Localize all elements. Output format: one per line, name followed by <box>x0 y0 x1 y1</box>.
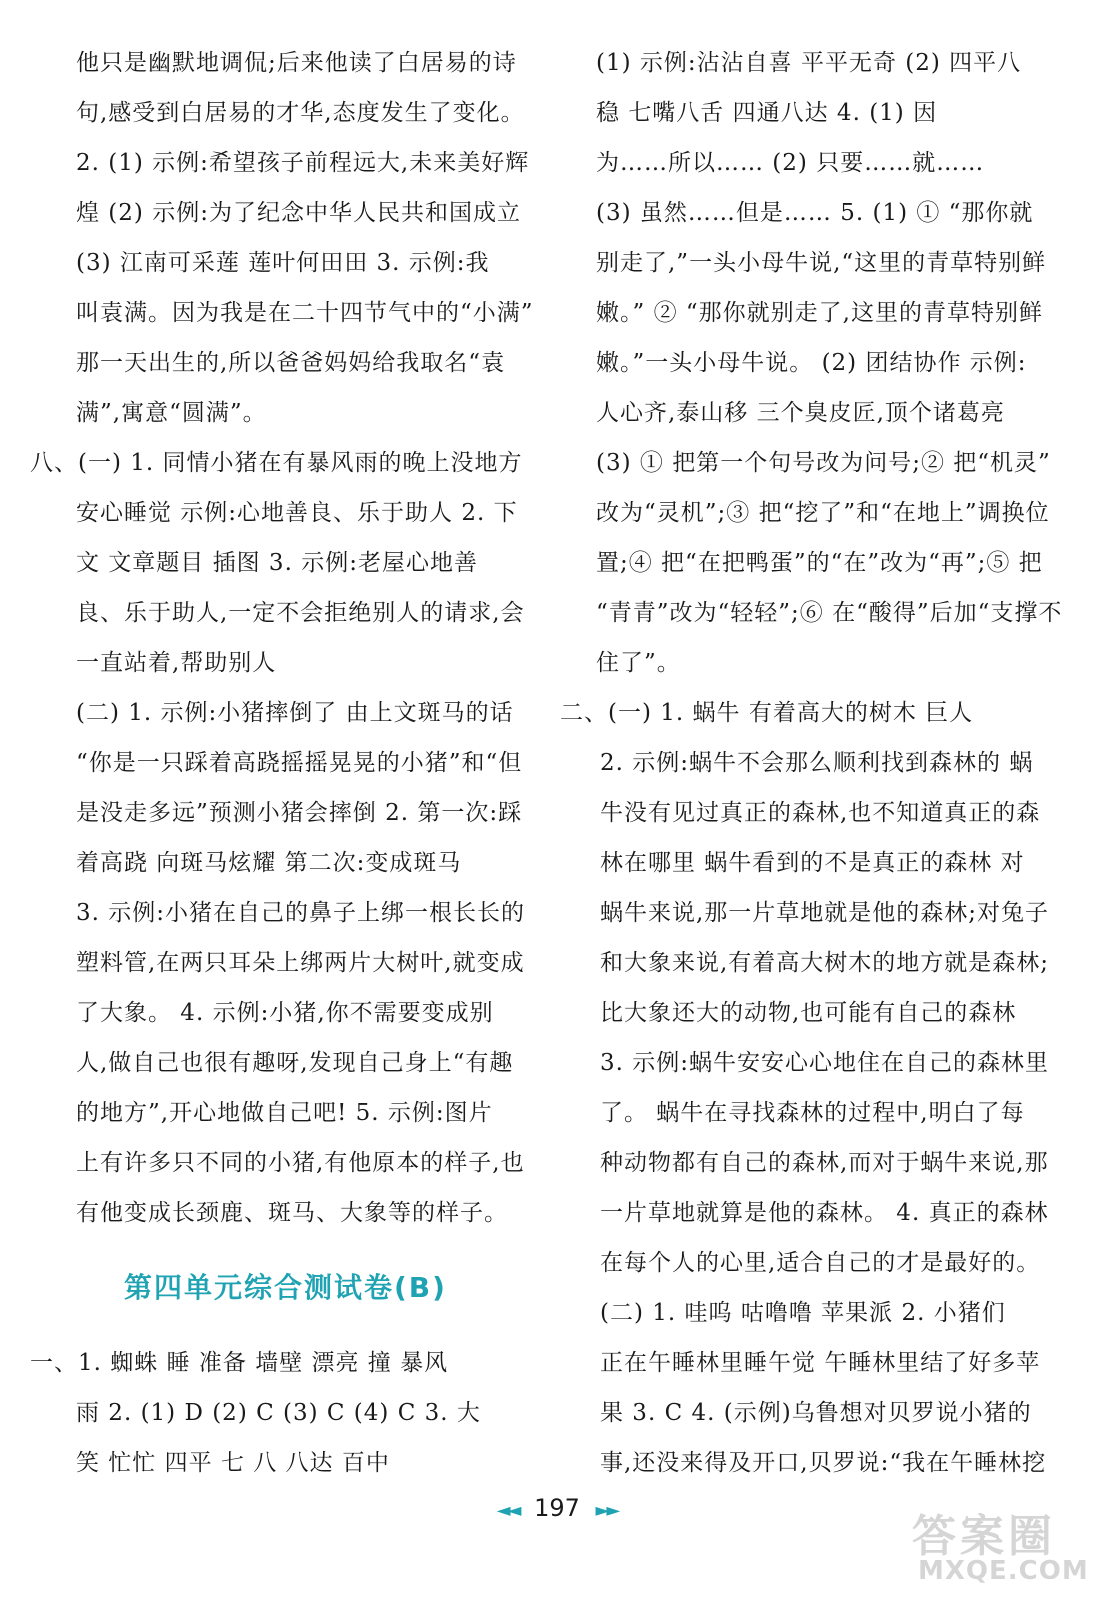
text-line: 了。 蜗牛在寻找森林的过程中,明白了每 <box>600 1100 1025 1126</box>
text-line: 雨 2. (1) D (2) C (3) C (4) C 3. 大 <box>76 1400 481 1426</box>
text-line: 了大象。 4. 示例:小猪,你不需要变成别 <box>76 1000 494 1026</box>
page-number: 197 <box>534 1494 580 1522</box>
text-line: 句,感受到白居易的才华,态度发生了变化。 <box>76 100 525 126</box>
text-line: 人,做自己也很有趣呀,发现自己身上“有趣 <box>76 1050 514 1076</box>
text-line: (3) 虽然……但是…… 5. (1) ① “那你就 <box>596 200 1034 226</box>
text-line: 安心睡觉 示例:心地善良、乐于助人 2. 下 <box>76 500 518 526</box>
text-line: 上有许多只不同的小猪,有他原本的样子,也 <box>76 1150 525 1176</box>
text-line: 满”,寓意“圆满”。 <box>76 400 267 426</box>
text-line: 2. 示例:蜗牛不会那么顺利找到森林的 蜗 <box>600 750 1034 776</box>
text-line: 一直站着,帮助别人 <box>76 650 277 676</box>
next-arrows-icon: ►► <box>595 1500 618 1521</box>
text-line: 别走了,”一头小母牛说,“这里的青草特别鲜 <box>596 250 1047 276</box>
text-line: 比大象还大的动物,也可能有自己的森林 <box>600 1000 1017 1026</box>
text-line: 蜗牛来说,那一片草地就是他的森林;对兔子 <box>600 900 1050 926</box>
text-line: (1) 示例:沾沾自喜 平平无奇 (2) 四平八 <box>596 50 1022 76</box>
section-title: 第四单元综合测试卷(B) <box>124 1271 447 1304</box>
text-line: (3) ① 把第一个句号改为问号;② 把“机灵” <box>596 450 1051 476</box>
text-line: 改为“灵机”;③ 把“挖了”和“在地上”调换位 <box>596 500 1050 526</box>
text-line: 他只是幽默地调侃;后来他读了白居易的诗 <box>76 50 517 76</box>
text-line: 稳 七嘴八舌 四通八达 4. (1) 因 <box>596 100 938 126</box>
text-line: 在每个人的心里,适合自己的才是最好的。 <box>600 1250 1041 1276</box>
text-line: 叫袁满。因为我是在二十四节气中的“小满” <box>76 300 534 326</box>
text-line: 嫩。” ② “那你就别走了,这里的青草特别鲜 <box>596 300 1043 326</box>
text-line: 事,还没来得及开口,贝罗说:“我在午睡林挖 <box>600 1450 1047 1476</box>
text-line: 一、1. 蜘蛛 睡 准备 墙壁 漂亮 撞 暴风 <box>30 1350 449 1376</box>
text-line: 为……所以…… (2) 只要……就…… <box>596 150 985 176</box>
text-line: 正在午睡林里睡午觉 午睡林里结了好多苹 <box>600 1350 1041 1376</box>
text-line: 住了”。 <box>596 650 681 676</box>
watermark-text: 答案圈 <box>912 1511 1056 1562</box>
text-line: “青青”改为“轻轻”;⑥ 在“酸得”后加“支撑不 <box>596 600 1063 626</box>
text-line: 良、乐于助人,一定不会拒绝别人的请求,会 <box>76 600 525 626</box>
text-line: 是没走多远”预测小猪会摔倒 2. 第一次:踩 <box>76 800 523 826</box>
text-line: 那一天出生的,所以爸爸妈妈给我取名“袁 <box>76 350 506 376</box>
text-line: 着高跷 向斑马炫耀 第二次:变成斑马 <box>76 850 462 876</box>
text-line: 一片草地就算是他的森林。 4. 真正的森林 <box>600 1200 1049 1226</box>
text-line: 2. (1) 示例:希望孩子前程远大,未来美好辉 <box>76 150 530 176</box>
text-line: 种动物都有自己的森林,而对于蜗牛来说,那 <box>600 1150 1049 1176</box>
text-line: 的地方”,开心地做自己吧! 5. 示例:图片 <box>76 1100 493 1126</box>
text-line: 和大象来说,有着高大树木的地方就是森林; <box>600 950 1050 976</box>
text-line: 煌 (2) 示例:为了纪念中华人民共和国成立 <box>76 200 521 226</box>
watermark-logo <box>912 1500 1092 1595</box>
text-line: (二) 1. 示例:小猪摔倒了 由上文斑马的话 <box>76 700 514 726</box>
text-line: 果 3. C 4. (示例)乌鲁想对贝罗说小猪的 <box>600 1400 1032 1426</box>
text-line: (二) 1. 哇呜 咕噜噜 苹果派 2. 小猪们 <box>600 1300 1006 1326</box>
text-line: 人心齐,泰山移 三个臭皮匠,顶个诸葛亮 <box>596 400 1005 426</box>
watermark-url: MXQE.COM <box>918 1556 1089 1586</box>
text-line: 置;④ 把“在把鸭蛋”的“在”改为“再”;⑤ 把 <box>596 550 1043 576</box>
text-line: 3. 示例:小猪在自己的鼻子上绑一根长长的 <box>76 900 526 926</box>
text-line: 3. 示例:蜗牛安安心心地住在自己的森林里 <box>600 1050 1050 1076</box>
text-line: 嫩。”一头小母牛说。 (2) 团结协作 示例: <box>596 350 1027 376</box>
text-line: 文 文章题目 插图 3. 示例:老屋心地善 <box>76 550 478 576</box>
text-line: 牛没有见过真正的森林,也不知道真正的森 <box>600 800 1041 826</box>
text-line: 有他变成长颈鹿、斑马、大象等的样子。 <box>76 1200 508 1226</box>
text-line: 八、(一) 1. 同情小猪在有暴风雨的晚上没地方 <box>30 450 523 476</box>
text-line: (3) 江南可采莲 莲叶何田田 3. 示例:我 <box>76 250 490 276</box>
text-line: “你是一只踩着高跷摇摇晃晃的小猪”和“但 <box>76 750 523 776</box>
text-line: 笑 忙忙 四平 七 八 八达 百中 <box>76 1450 390 1476</box>
text-line: 二、(一) 1. 蜗牛 有着高大的树木 巨人 <box>560 700 974 726</box>
text-line: 林在哪里 蜗牛看到的不是真正的森林 对 <box>600 850 1025 876</box>
text-line: 塑料管,在两只耳朵上绑两片大树叶,就变成 <box>76 950 525 976</box>
prev-arrows-icon: ◄◄ <box>496 1500 519 1521</box>
